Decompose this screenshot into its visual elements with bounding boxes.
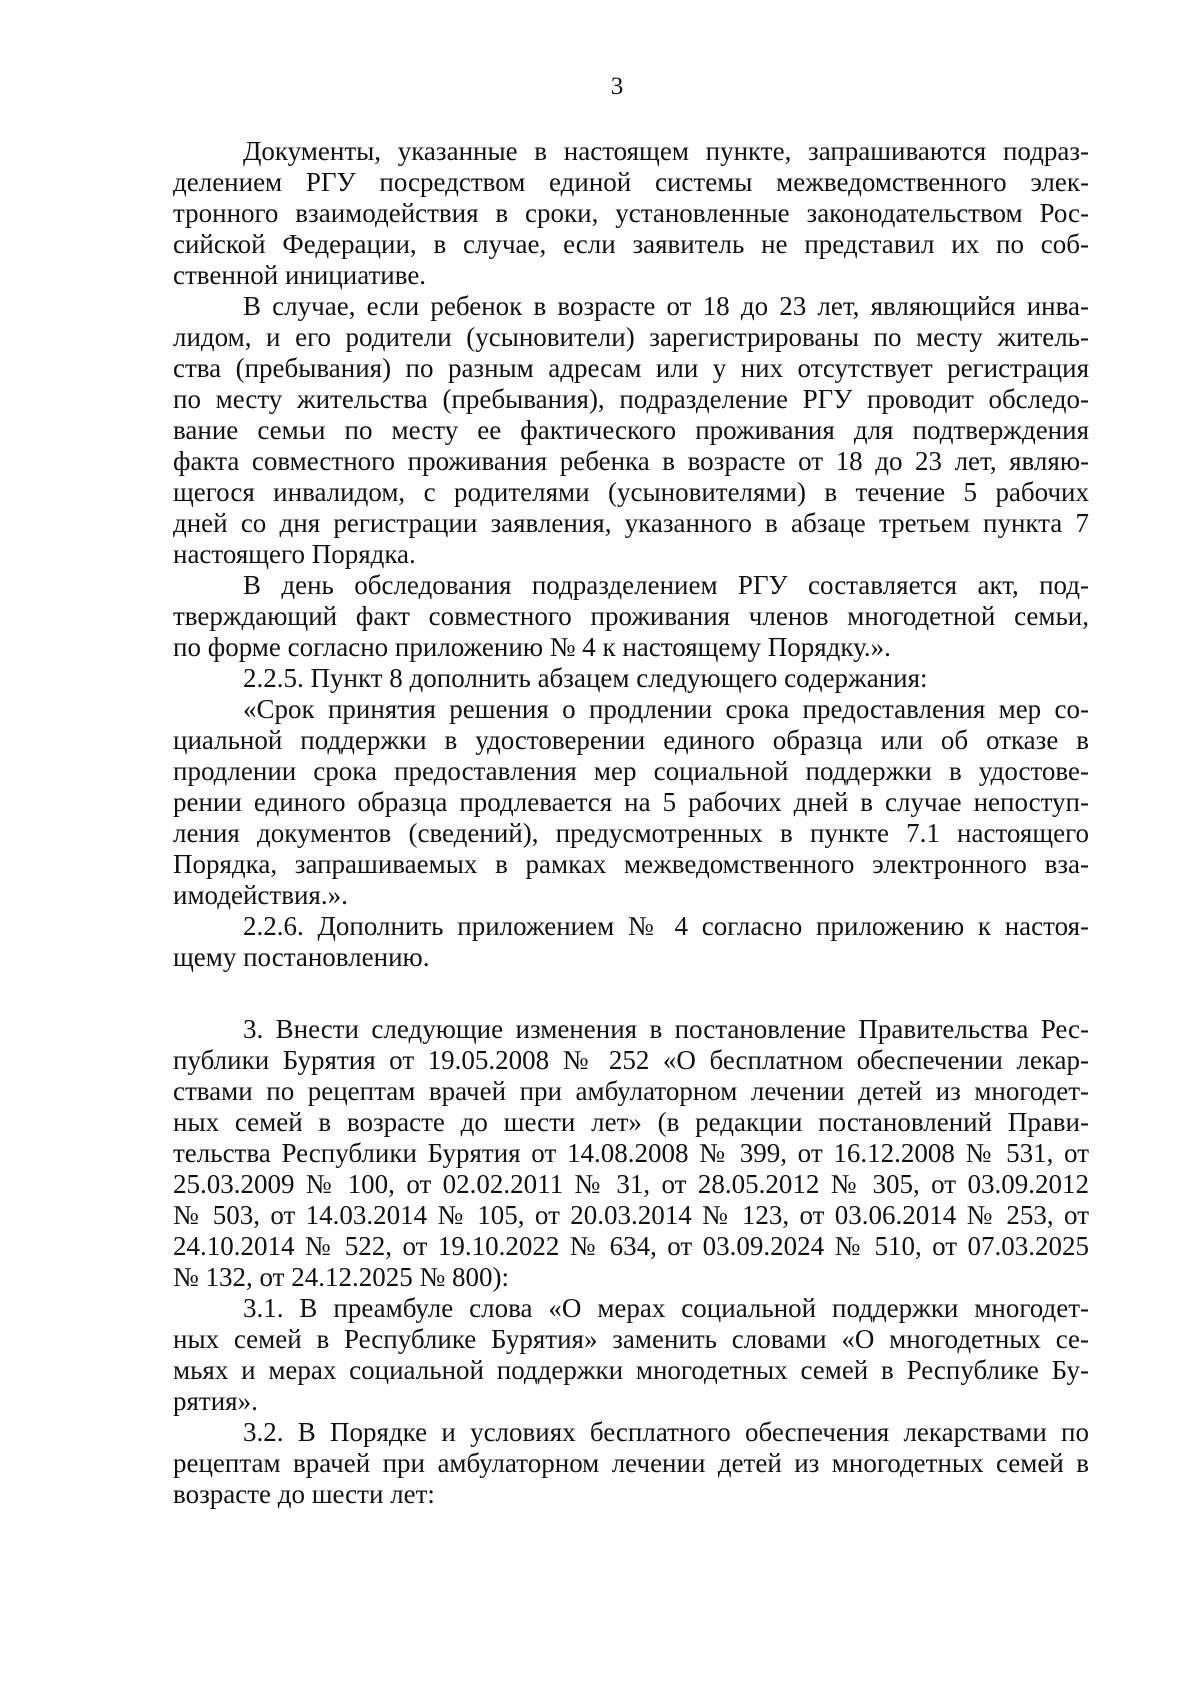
- text-line: щегося инвалидом, с родителями (усыновителями) в течение 5 рабочих: [173, 477, 1089, 507]
- page-number: 3: [610, 73, 624, 100]
- text-line: ных семей в возрасте до шести лет» (в редакции постановлений Прави-: [173, 1107, 1089, 1137]
- text-line: рятия».: [173, 1386, 258, 1416]
- text-line: дней со дня регистрации заявления, указанного в абзаце третьем пункта 7: [173, 508, 1089, 538]
- text-line: № 503, от 14.03.2014 № 105, от 20.03.2014 № 123, от 03.06.2014 № 253, от: [173, 1200, 1089, 1230]
- text-line: тельства Республики Бурятия от 14.08.2008 № 399, от 16.12.2008 № 531, от: [173, 1138, 1089, 1168]
- text-line: 2.2.6. Дополнить приложением № 4 согласно приложению к настоя-: [243, 911, 1089, 941]
- text-line: публики Бурятия от 19.05.2008 № 252 «О бесплатном обеспечении лекар-: [173, 1045, 1089, 1075]
- text-line: мьях и мерах социальной поддержки многодетных семей в Республике Бу-: [173, 1355, 1089, 1385]
- text-line: настоящего Порядка.: [173, 539, 416, 569]
- text-line: ных семей в Республике Бурятия» заменить словами «О многодетных се-: [173, 1324, 1089, 1354]
- text-line: 3. Внести следующие изменения в постановление Правительства Рес-: [243, 1014, 1089, 1044]
- text-line: тверждающий факт совместного проживания членов многодетной семьи,: [173, 601, 1089, 631]
- text-line: лидом, и его родители (усыновители) зарегистрированы по месту житель-: [173, 322, 1089, 352]
- text-line: имодействия.».: [173, 880, 348, 910]
- text-line: 25.03.2009 № 100, от 02.02.2011 № 31, от 28.05.2012 № 305, от 03.09.2012: [173, 1169, 1089, 1199]
- text-line: факта совместного проживания ребенка в возрасте от 18 до 23 лет, являю-: [173, 446, 1089, 476]
- text-line: 3.1. В преамбуле слова «О мерах социальной поддержки многодет-: [243, 1293, 1089, 1323]
- text-line: продлении срока предоставления мер социальной поддержки в удостове-: [173, 756, 1089, 786]
- text-line: Документы, указанные в настоящем пункте, запрашиваются подраз-: [243, 136, 1089, 166]
- text-line: возрасте до шести лет:: [173, 1479, 435, 1509]
- text-line: «Срок принятия решения о продлении срока предоставления мер со-: [243, 694, 1089, 724]
- text-line: рении единого образца продлевается на 5 рабочих дней в случае непоступ-: [173, 787, 1089, 817]
- text-line: вание семьи по месту ее фактического проживания для подтверждения: [173, 415, 1089, 445]
- text-line: по месту жительства (пребывания), подразделение РГУ проводит обследо-: [173, 384, 1089, 414]
- text-line: В случае, если ребенок в возрасте от 18 до 23 лет, являющийся инва-: [243, 291, 1089, 321]
- text-line: ственной инициативе.: [173, 260, 427, 290]
- text-line: по форме согласно приложению № 4 к настоящему Порядку.».: [173, 632, 891, 662]
- text-line: В день обследования подразделением РГУ составляется акт, под-: [243, 570, 1089, 600]
- text-line: 2.2.5. Пункт 8 дополнить абзацем следующего содержания:: [243, 663, 928, 693]
- text-line: 24.10.2014 № 522, от 19.10.2022 № 634, от 03.09.2024 № 510, от 07.03.2025: [173, 1231, 1089, 1261]
- text-line: тронного взаимодействия в сроки, установленные законодательством Рос-: [173, 198, 1089, 228]
- text-line: ствами по рецептам врачей при амбулаторном лечении детей из многодет-: [173, 1076, 1089, 1106]
- text-line: 3.2. В Порядке и условиях бесплатного обеспечения лекарствами по: [243, 1417, 1089, 1447]
- text-line: щему постановлению.: [173, 942, 430, 972]
- text-line: ства (пребывания) по разным адресам или у них отсутствует регистрация: [173, 353, 1089, 383]
- text-line: сийской Федерации, в случае, если заявитель не представил их по соб-: [173, 229, 1089, 259]
- text-line: ления документов (сведений), предусмотренных в пункте 7.1 настоящего: [173, 818, 1089, 848]
- text-line: № 132, от 24.12.2025 № 800):: [173, 1262, 509, 1292]
- text-line: циальной поддержки в удостоверении единого образца или об отказе в: [173, 725, 1089, 755]
- text-line: делением РГУ посредством единой системы межведомственного элек-: [173, 167, 1089, 197]
- text-line: рецептам врачей при амбулаторном лечении детей из многодетных семей в: [173, 1448, 1089, 1478]
- text-line: Порядка, запрашиваемых в рамках межведомственного электронного вза-: [173, 849, 1089, 879]
